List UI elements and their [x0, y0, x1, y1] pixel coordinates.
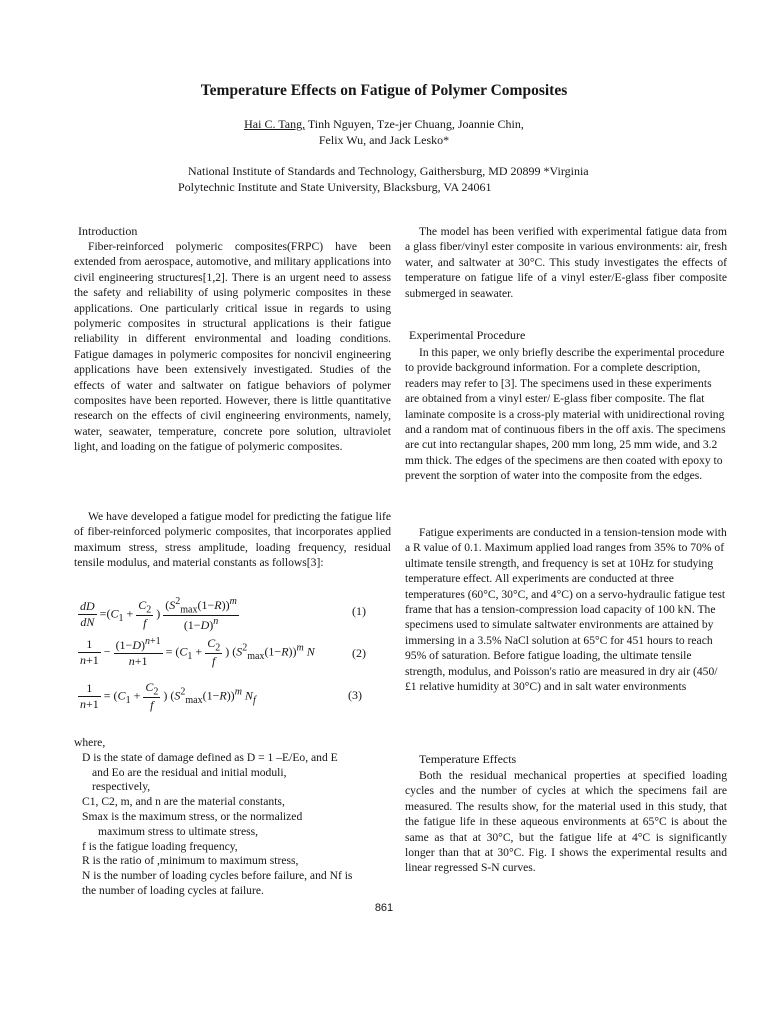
affiliation-line-1: National Institute of Standards and Technology, Gaithersburg, MD 20899 *Virginia: [188, 164, 589, 178]
affiliations: [178, 163, 648, 195]
first-author: Hai C. Tang,: [244, 117, 306, 131]
where-line: C1, C2, m, and n are the material constants,: [82, 795, 285, 809]
equation-2-number: (2): [352, 646, 366, 660]
page-number: 861: [374, 902, 394, 914]
equation-1: $\frac{dD}{dN}$ $=(C_1$ + $\frac{C_2}{f}$ ) $\frac{(S^2_{max}(1-R))^m}{(1-D)^n}$: [80, 596, 237, 633]
where-line: f is the fatigue loading frequency,: [82, 839, 238, 853]
verification-paragraph: The model has been verified with experimental fatigue data from a glass fiber/vinyl ester composite in various environments: air, fresh water, and saltwater at 30°C. This study investigates the effects of temperature on fatigue life of a vinyl ester/E-glass fiber composite submerged in seawater.: [405, 225, 727, 300]
where-line: where,: [74, 736, 106, 749]
experimental-heading: Experimental Procedure: [409, 328, 526, 342]
where-line: D is the state of damage defined as D = 1 –E/Eo, and E: [82, 750, 338, 764]
where-line: respectively,: [92, 780, 151, 794]
author-list: [0, 116, 768, 148]
equation-3: $\frac{1}{n+1}$ = ($C_1$ + $\frac{C_2}{f}$ ) $(S^2_{max}(1-R))^m$ $N_f$: [80, 680, 256, 713]
where-line: the number of loading cycles at failure.: [82, 883, 264, 897]
where-line: maximum stress to ultimate stress,: [98, 824, 259, 838]
paper-title: Temperature Effects on Fatigue of Polymer Composites: [200, 82, 568, 99]
model-paragraph: We have developed a fatigue model for predicting the fatigue life of fiber-reinforced polymeric composites, that incorporates applied maximum stress, stress amplitude, loading frequency, residual tensile modulus, and material constants as follows[3]:: [74, 510, 391, 570]
where-line: and Eo are the residual and initial moduli,: [92, 765, 287, 779]
where-line: Smax is the maximum stress, or the normalized: [82, 809, 303, 823]
introduction-paragraph: Fiber-reinforced polymeric composites(FRPC) have been extended from aerospace, automotive, and military applications into civil engineering structures[1,2]. There is an urgent need to assess the safety and reliability of using polymeric composites in these applications. One particularly critical issue in regards to using polymeric composites in structural applications is their fatigue reliability in different environmental and loading conditions. Fatigue damages in polymeric composites for noncivil engineering applications have been extensively investigated. Studies of the effects of water and saltwater on fatigue behaviors of polymer composites have been reported. However, there is little quantitative research on the effects of civil engineering environments, namely, water, seawater, temperature, concrete pore solution, ultraviolet light, and loading on the fatigue of polymeric composites.: [74, 240, 391, 454]
variable-definitions: [74, 736, 384, 899]
coauthors-line2: Felix Wu, and Jack Lesko*: [318, 133, 450, 147]
where-line: R is the ratio of ,minimum to maximum stress,: [82, 854, 299, 868]
where-line: N is the number of loading cycles before failure, and Nf is: [82, 869, 353, 883]
introduction-heading: Introduction: [78, 224, 138, 238]
temperature-paragraph: Both the residual mechanical properties at specified loading cycles and the number of cycles at which the specimens fail are measured. The results show, for the material used in this study, that the fatigue life in these aqueous environments at 65°C is about the same as that at 30°C, but the fatigue life at 4°C is significantly longer than that at 30°C. Fig. I shows the experimental results and linear regressed S-N curves.: [405, 769, 727, 875]
temperature-heading: Temperature Effects: [419, 752, 517, 766]
equation-3-number: (3): [348, 688, 362, 702]
affiliation-line-2: Polytechnic Institute and State University, Blacksburg, VA 24061: [178, 180, 492, 194]
coauthors-line1: Tinh Nguyen, Tze-jer Chuang, Joannie Chin,: [305, 117, 524, 131]
experimental-paragraph: In this paper, we only briefly describe the experimental procedure to provide background information. For a complete description, readers may refer to [3]. The specimens used in these experiments are obtained from a vinyl ester/ E-glass fiber composite. The flat laminate composite is a cross-ply material with unidirectional roving and a random mat of continuous fibers in the off axis. The specimens are cut into rectangular shapes, 200 mm long, 25 mm wide, and 3.2 mm thick. The edges of the specimens are then coated with epoxy to prevent the sorption of water into the composite from the edges.: [405, 346, 726, 483]
equation-1-number: (1): [352, 604, 366, 618]
fatigue-paragraph: Fatigue experiments are conducted in a tension-tension mode with a R value of 0.1. Maximum applied load ranges from 35% to 70% of ultimate tensile strength, and frequency is set at 10Hz for studying temperature effect. All experiments are conducted at three temperatures (60°C, 30°C, and 4°C) on a servo-hydraulic fatigue test frame that has a tension-compression load capacity of 100 kN. The specimens used to simulate saltwater environments are attained by immersing in a 3.5% NaCl solution at 65°C for 451 hours to reach 95% of saturation. Before fatigue loading, the ultimate tensile strength, modulus, and Poisson's ratio are measured in dry air (450/£1 relative humidity at 30°C) and in salt water environments: [405, 526, 727, 694]
equation-2: $\frac{1}{n+1}$ − $\frac{(1-D)^{n+1}}{n+1}$ = ($C_1$ + $\frac{C_2}{f}$ ) $(S^2_{max}(1-R))^m$ N: [80, 636, 315, 669]
